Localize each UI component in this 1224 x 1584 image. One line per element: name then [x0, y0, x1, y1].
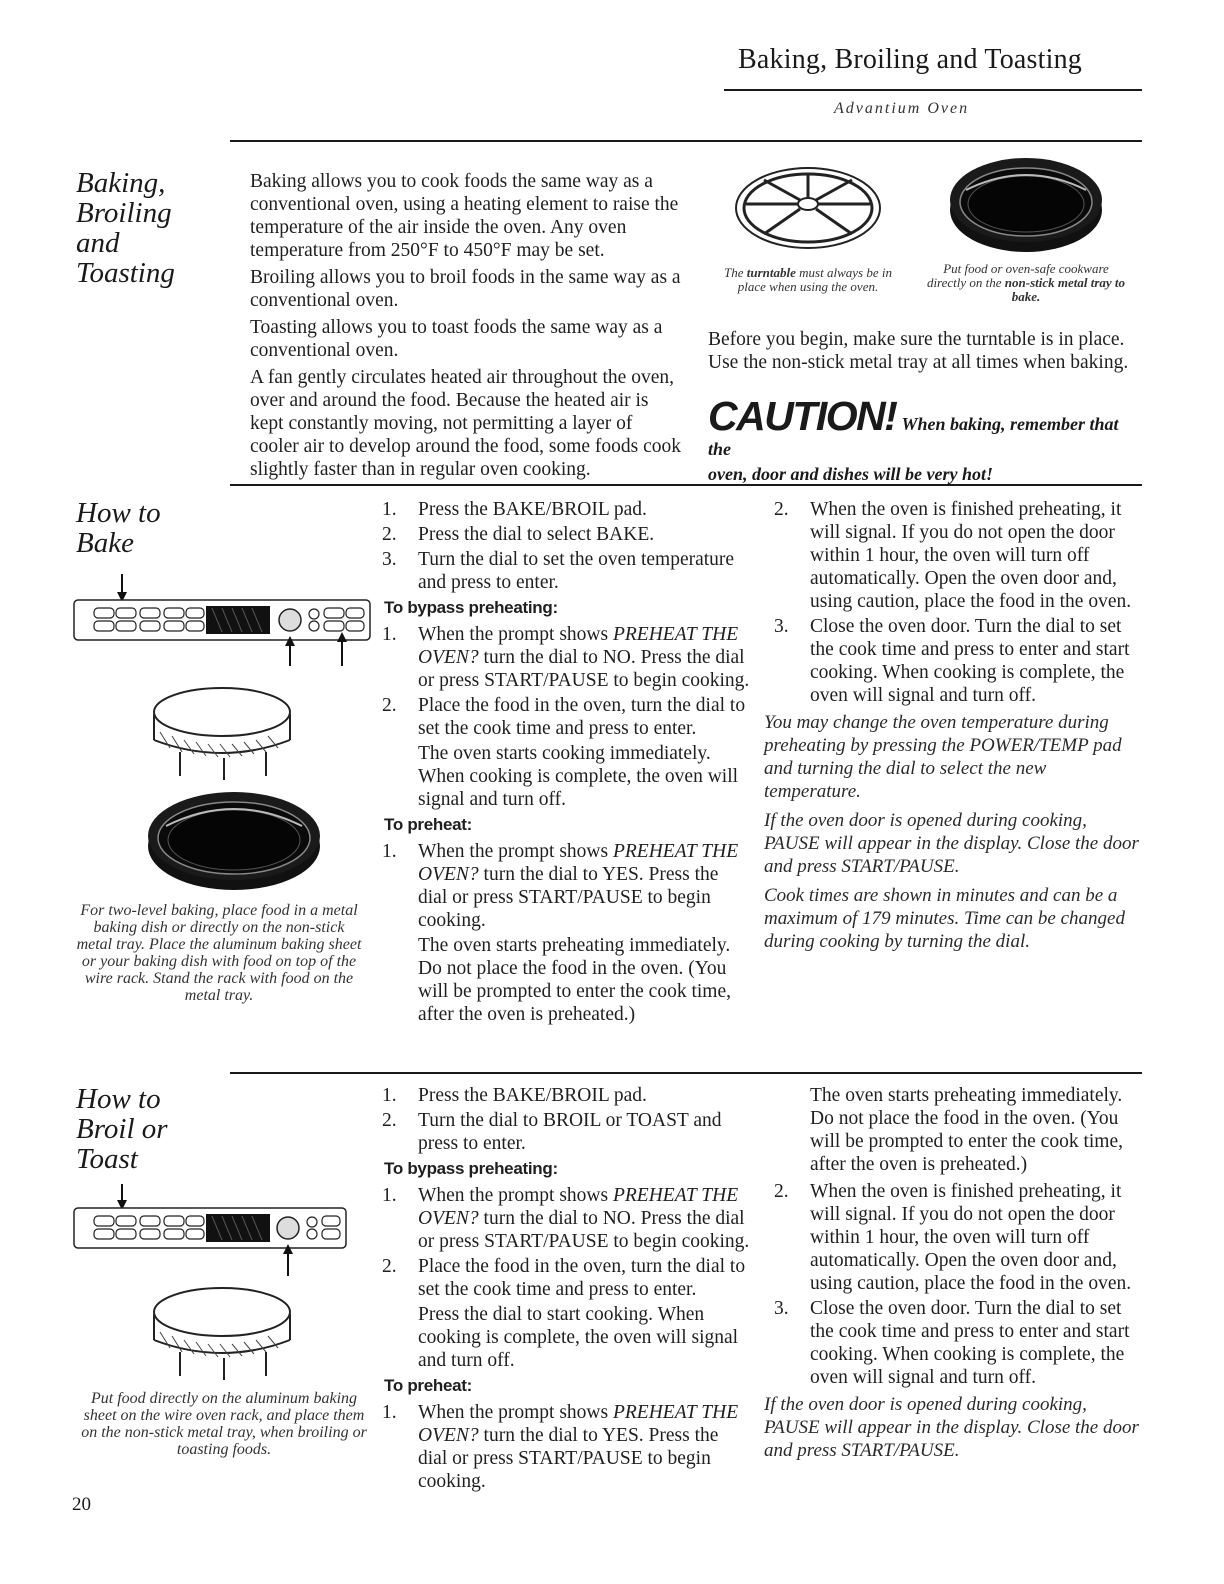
broil-steps [372, 1084, 752, 1495]
italic-note: If the oven door is opened during cooking, PAUSE will appear in the display. Close the door and press START/PAUSE. [764, 1394, 1139, 1461]
broil-step-list-continued [764, 1180, 1140, 1389]
list-item: 3. Close the oven door. Turn the dial to set the cook time and press to enter and start cooking. When cooking is complete, the oven will signal and turn off. [774, 616, 1130, 706]
wire-rack-illustration [140, 1280, 310, 1380]
intro-paragraph: Broiling allows you to broil foods in the same way as a conventional oven. [250, 267, 681, 311]
section-divider [230, 484, 1142, 486]
list-item: 1. When the prompt shows PREHEAT THE OVEN? turn the dial to YES. Press the dial or press START/PAUSE to begin cooking. [382, 1402, 739, 1492]
intro-text [250, 170, 685, 485]
control-panel-illustration [72, 1180, 348, 1280]
section-divider [230, 1072, 1142, 1074]
preheat-step-list [372, 840, 752, 1026]
bake-step-list [372, 498, 752, 594]
two-level-baking-caption: For two-level baking, place food in a metal baking dish or directly on the non-stick metal tray. Place the aluminum baking sheet or your baking dish with food on top of the wire rack. Stand the rack with food on the metal tray. [76, 902, 362, 1004]
bypass-step-list [372, 623, 752, 811]
control-panel-illustration [72, 566, 372, 666]
bypass-preheating-heading: To bypass preheating: [384, 1159, 558, 1178]
turntable-illustration [728, 160, 888, 256]
turntable-caption: The turntable must always be in place when using the oven. [724, 265, 892, 294]
caution-word: CAUTION! [708, 393, 897, 439]
list-item: 3. Turn the dial to set the oven temperature and press to enter. [382, 549, 735, 593]
list-item: 1. When the prompt shows PREHEAT THE OVEN? turn the dial to NO. Press the dial or press START/PAUSE to begin cooking. [382, 1185, 750, 1252]
page-number: 20 [72, 1494, 91, 1515]
header-rule [724, 89, 1142, 91]
bake-steps [372, 498, 752, 1028]
section-divider [230, 140, 1142, 142]
list-item: 2. Place the food in the oven, turn the dial to set the cook time and press to enter. Press the dial to start cooking. When cooking is complete, the oven will signal and turn off. [382, 1256, 746, 1371]
list-item: 2. When the oven is finished preheating, it will signal. If you do not open the door within 1 hour, the oven will turn off automatically. Open the oven door and, using caution, place the food in the oven. [774, 499, 1132, 612]
italic-note: Cook times are shown in minutes and can be a maximum of 179 minutes. Time can be changed during cooking by turning the dial. [764, 885, 1125, 952]
tray-caption: Put food or oven-safe cookware directly on the non-stick metal tray to bake. [926, 261, 1126, 304]
intro-paragraph: Baking allows you to cook foods the same way as a conventional oven, using a heating element to raise the temperature of the air inside the oven. Any oven temperature from 250°F to 450°F may be set. [250, 171, 679, 261]
italic-note: You may change the oven temperature during preheating by pressing the POWER/TEMP pad and turning the dial to select the new temperature. [764, 712, 1122, 802]
preheat-heading: To preheat: [384, 1376, 473, 1395]
caution-text: oven, door and dishes will be very hot! [708, 464, 994, 484]
before-you-begin-text: Before you begin, make sure the turntable is in place. Use the non-stick metal tray at all times when baking. [708, 329, 1129, 373]
bake-step-list-continued [764, 498, 1140, 707]
intro-paragraph: Toasting allows you to toast foods the same way as a conventional oven. [250, 317, 663, 361]
list-item: 3. Close the oven door. Turn the dial to set the cook time and press to enter and start cooking. When cooking is complete, the oven will signal and turn off. [774, 1298, 1130, 1388]
intro-paragraph: A fan gently circulates heated air throughout the oven, over and around the food. Because the heated air is kept constantly moving, not permitting a layer of cooler air to develop around the food, some foods cook slightly faster than in regular oven cooking. [250, 367, 682, 480]
list-item: 1. When the prompt shows PREHEAT THE OVEN? turn the dial to NO. Press the dial or press START/PAUSE to begin cooking. [382, 624, 750, 691]
wire-rack-illustration [140, 680, 310, 780]
section-title-how-to-broil-or-toast: How to Broil or Toast [76, 1083, 168, 1175]
bypass-step-list [372, 1184, 752, 1372]
bake-steps-continued [764, 498, 1140, 953]
list-item: 2. When the oven is finished preheating, it will signal. If you do not open the door within 1 hour, the oven will turn off automatically. Open the oven door and, using caution, place the food in the oven. [774, 1181, 1132, 1294]
list-item: 2. Turn the dial to BROIL or TOAST and press to enter. [382, 1110, 722, 1154]
list-item: 2. Place the food in the oven, turn the dial to set the cook time and press to enter. The oven starts cooking immediately. When cooking is complete, the oven will signal and turn off. [382, 695, 746, 810]
caution-block [708, 393, 1138, 487]
page-header-subtitle: Advantium Oven [834, 100, 970, 117]
section-title-how-to-bake: How to Bake [76, 497, 161, 559]
list-item: 1. When the prompt shows PREHEAT THE OVEN? turn the dial to YES. Press the dial or press START/PAUSE to begin cooking. The oven starts preheating immediately. Do not place the food in the oven. (You will be prompted to enter the cook time, after the oven is preheated.) [382, 841, 739, 1025]
page-header-title: Baking, Broiling and Toasting [738, 44, 1082, 75]
broil-caption: Put food directly on the aluminum baking sheet on the wire oven rack, and place them on the non-stick metal tray, when broiling or toasting foods. [81, 1390, 367, 1458]
list-item: 2. Press the dial to select BAKE. [382, 524, 655, 545]
broil-steps-continued [764, 1084, 1140, 1462]
metal-tray-illustration [946, 150, 1106, 256]
italic-note: If the oven door is opened during cooking, PAUSE will appear in the display. Close the door and press START/PAUSE. [764, 810, 1139, 877]
broil-step-list [372, 1084, 752, 1155]
caution-text: When baking, remember that the [708, 414, 1119, 459]
list-item: 1. Press the BAKE/BROIL pad. [382, 1085, 647, 1106]
section-title-baking-broiling-toasting: Baking, Broiling and Toasting [76, 167, 175, 289]
list-item: 1. Press the BAKE/BROIL pad. [382, 499, 647, 520]
preheat-step-list [372, 1401, 752, 1493]
bypass-preheating-heading: To bypass preheating: [384, 598, 558, 617]
preheat-intro-text: The oven starts preheating immediately. Do not place the food in the oven. (You will be prompted to enter the cook time, after the oven is preheated.) [810, 1085, 1123, 1175]
metal-tray-illustration [144, 784, 324, 894]
preheat-heading: To preheat: [384, 815, 473, 834]
